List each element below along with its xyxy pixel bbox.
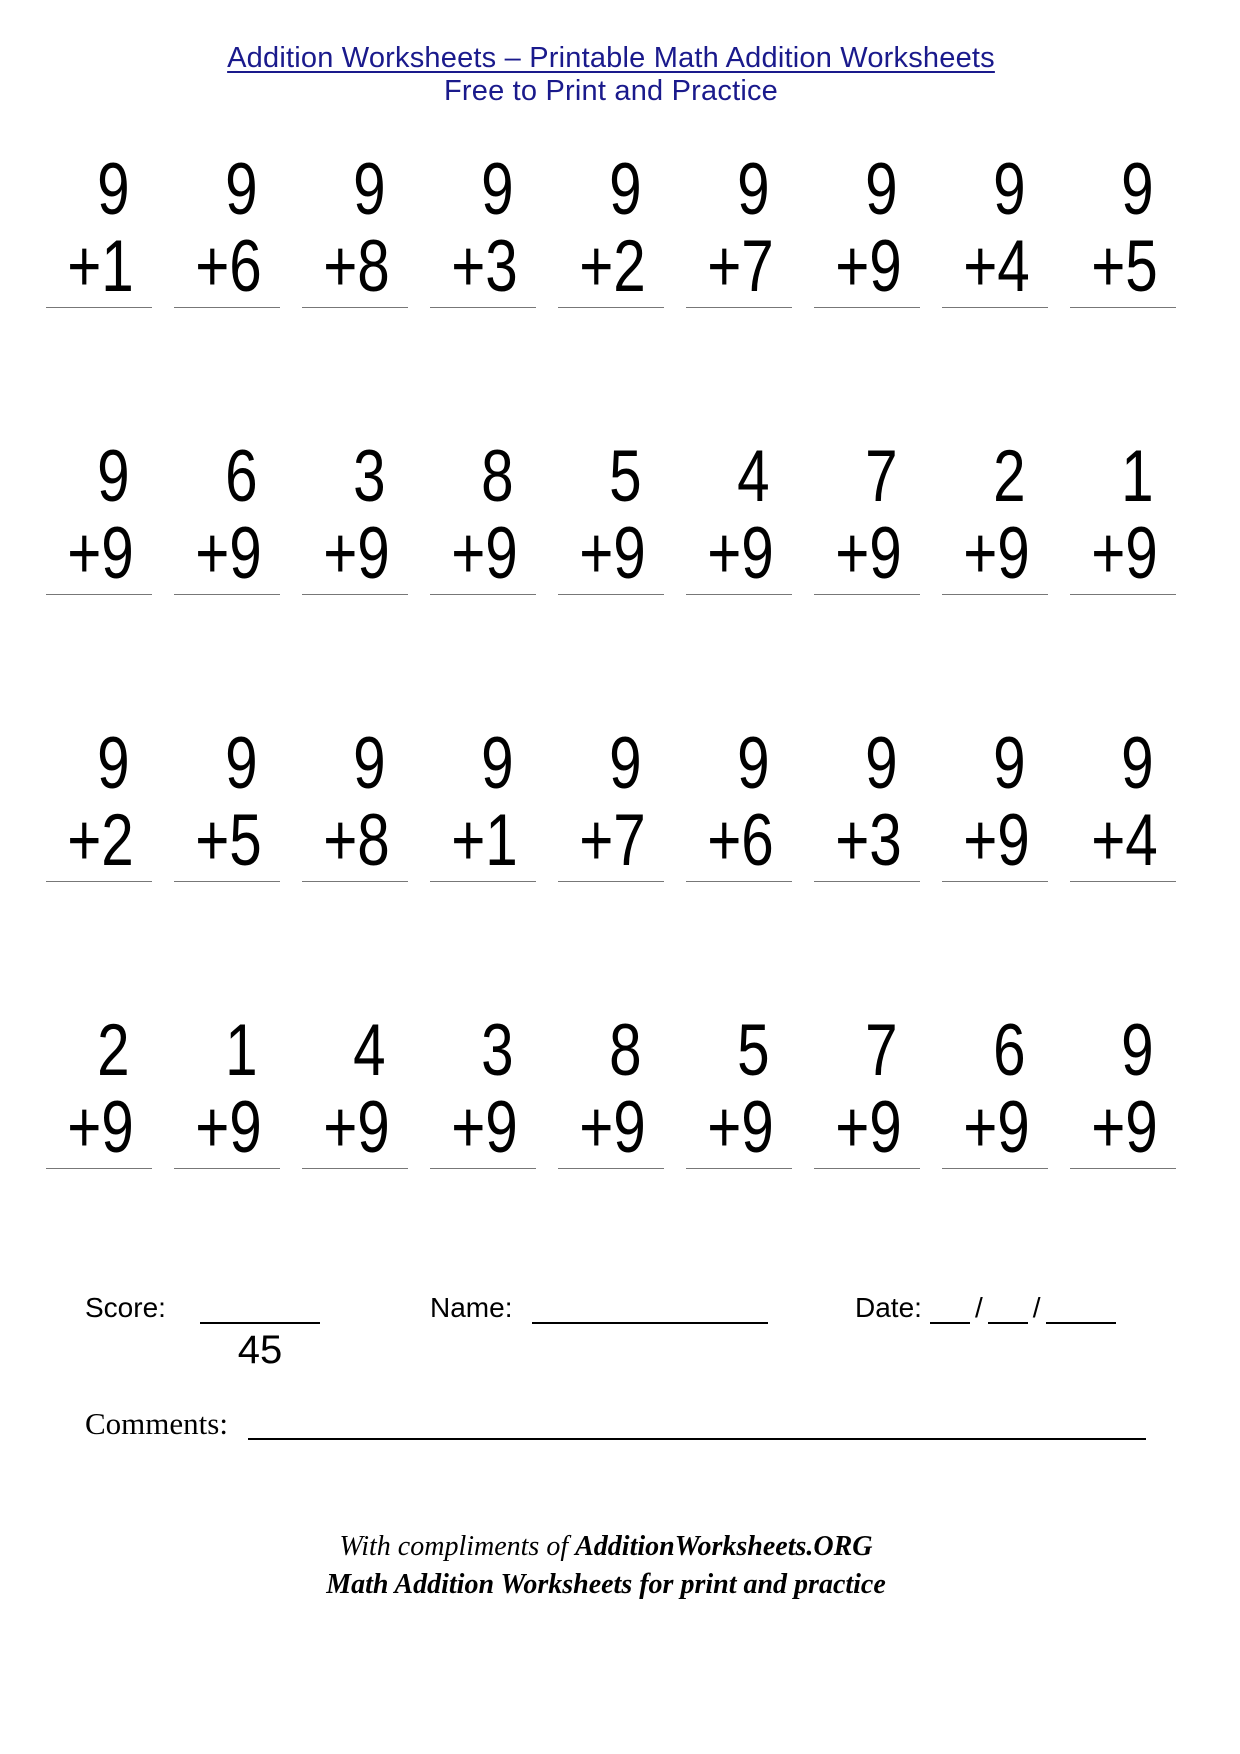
answer-line[interactable] [174,1168,280,1169]
answer-line[interactable] [1070,594,1176,595]
top-addend: 9 [1121,1010,1154,1091]
bottom-addend: +9 [323,1087,390,1168]
top-addend: 4 [737,436,770,517]
top-addend: 9 [865,723,898,804]
bottom-addend: +9 [195,513,262,594]
addition-problem [942,151,1048,308]
addition-problem [46,438,152,595]
top-addend: 9 [609,149,642,230]
problem-addends [195,151,280,305]
bottom-addend: +7 [707,226,774,307]
top-addend: 6 [993,1010,1026,1091]
score-value: 45 [237,1328,283,1372]
credits-line [0,1528,1212,1566]
problem-addends [67,438,152,592]
problem-addends [67,151,152,305]
bottom-addend: +8 [323,226,390,307]
addition-problem [46,1012,152,1169]
answer-line[interactable] [942,594,1048,595]
comments-label: Comments: [85,1406,228,1441]
addition-problem [942,1012,1048,1169]
problem-addends [323,151,408,305]
answer-line[interactable] [46,307,152,308]
problem-addends [451,438,536,592]
bottom-addend: +4 [1091,800,1158,881]
answer-line[interactable] [430,307,536,308]
top-addend: 9 [481,723,514,804]
answer-line[interactable] [814,594,920,595]
problem-addends [451,1012,536,1166]
problem-addends [963,151,1048,305]
date-separator: / [974,1292,983,1323]
problem-addends [835,438,920,592]
answer-line[interactable] [174,307,280,308]
problems-row-3 [46,725,1198,882]
addition-problem [174,1012,280,1169]
bottom-addend: +9 [707,513,774,594]
top-addend: 9 [481,149,514,230]
date-separator: / [1032,1292,1041,1323]
bottom-addend: +9 [451,513,518,594]
credits-tagline: Math Addition Worksheets for print and practice [326,1569,886,1600]
problem-addends [579,1012,664,1166]
date-month-blank-line[interactable] [988,1296,1028,1324]
bottom-addend: +7 [579,800,646,881]
answer-line[interactable] [302,881,408,882]
top-addend: 9 [225,149,258,230]
top-addend: 9 [1121,149,1154,230]
credits-site: AdditionWorksheets.ORG [575,1531,873,1562]
addition-problem [302,438,408,595]
problems-row-2 [46,438,1198,595]
top-addend: 3 [353,436,386,517]
answer-line[interactable] [46,1168,152,1169]
answer-line[interactable] [1070,307,1176,308]
top-addend: 9 [353,149,386,230]
addition-problem [558,725,664,882]
addition-problem [686,1012,792,1169]
bottom-addend: +1 [67,226,134,307]
addition-problem [686,438,792,595]
bottom-addend: +3 [451,226,518,307]
addition-problem [430,1012,536,1169]
addition-problem [558,438,664,595]
problem-addends [579,725,664,879]
answer-line[interactable] [686,881,792,882]
addition-problem [686,725,792,882]
addition-problem [942,438,1048,595]
addition-problem [1070,1012,1176,1169]
bottom-addend: +9 [963,1087,1030,1168]
problem-addends [195,1012,280,1166]
bottom-addend: +9 [963,800,1030,881]
top-addend: 5 [609,436,642,517]
answer-line[interactable] [46,594,152,595]
date-day-blank-line[interactable] [930,1296,970,1324]
top-addend: 9 [1121,723,1154,804]
answer-line[interactable] [558,1168,664,1169]
top-addend: 9 [353,723,386,804]
bottom-addend: +9 [707,1087,774,1168]
addition-problem [430,438,536,595]
problem-addends [1091,725,1176,879]
addition-problem [814,1012,920,1169]
problem-addends [835,151,920,305]
answer-line[interactable] [942,881,1048,882]
problem-addends [707,1012,792,1166]
problem-addends [835,1012,920,1166]
addition-problem [1070,725,1176,882]
answer-line[interactable] [558,881,664,882]
answer-line[interactable] [430,1168,536,1169]
bottom-addend: +9 [835,226,902,307]
bottom-addend: +9 [67,1087,134,1168]
problem-addends [835,725,920,879]
top-addend: 9 [225,723,258,804]
bottom-addend: +8 [323,800,390,881]
answer-line[interactable] [174,881,280,882]
addition-problem [174,725,280,882]
top-addend: 5 [737,1010,770,1091]
addition-problem [174,151,280,308]
problem-addends [707,151,792,305]
addition-problem [46,151,152,308]
answer-line[interactable] [814,1168,920,1169]
bottom-addend: +9 [579,1087,646,1168]
answer-line[interactable] [174,594,280,595]
top-addend: 9 [97,149,130,230]
top-addend: 2 [97,1010,130,1091]
addition-problem [1070,438,1176,595]
bottom-addend: +4 [963,226,1030,307]
bottom-addend: +9 [195,1087,262,1168]
date-year-blank-line[interactable] [1046,1296,1116,1324]
date-label: Date: [855,1292,922,1323]
answer-line[interactable] [302,1168,408,1169]
page-header [0,42,1222,108]
addition-problem [302,1012,408,1169]
top-addend: 9 [737,723,770,804]
top-addend: 9 [993,723,1026,804]
problem-addends [579,438,664,592]
problem-addends [67,725,152,879]
comments-blank-line[interactable] [248,1408,1146,1440]
answer-line[interactable] [1070,881,1176,882]
bottom-addend: +6 [707,800,774,881]
problem-addends [707,438,792,592]
top-addend: 7 [865,436,898,517]
problem-addends [963,438,1048,592]
bottom-addend: +2 [579,226,646,307]
top-addend: 1 [225,1010,258,1091]
score-blank-line[interactable] [200,1294,320,1324]
top-addend: 4 [353,1010,386,1091]
bottom-addend: +9 [963,513,1030,594]
bottom-addend: +1 [451,800,518,881]
problem-addends [1091,151,1176,305]
top-addend: 9 [97,436,130,517]
addition-problem [302,725,408,882]
bottom-addend: +9 [451,1087,518,1168]
top-addend: 8 [609,1010,642,1091]
footer-credits [0,1528,1212,1604]
addition-problem [302,151,408,308]
bottom-addend: +9 [579,513,646,594]
credits-prefix: With compliments of [339,1531,576,1562]
problem-addends [579,151,664,305]
problem-addends [323,1012,408,1166]
addition-problem [814,438,920,595]
bottom-addend: +5 [1091,226,1158,307]
top-addend: 9 [993,149,1026,230]
problem-addends [195,725,280,879]
answer-line[interactable] [686,307,792,308]
addition-problem [686,151,792,308]
answer-line[interactable] [46,881,152,882]
problem-addends [963,725,1048,879]
problem-addends [451,725,536,879]
problem-addends [1091,438,1176,592]
bottom-addend: +9 [67,513,134,594]
addition-problem [1070,151,1176,308]
addition-problem [814,151,920,308]
problem-addends [1091,1012,1176,1166]
bottom-addend: +9 [835,513,902,594]
top-addend: 9 [737,149,770,230]
top-addend: 9 [865,149,898,230]
top-addend: 7 [865,1010,898,1091]
answer-line[interactable] [302,307,408,308]
top-addend: 3 [481,1010,514,1091]
answer-line[interactable] [814,307,920,308]
top-addend: 8 [481,436,514,517]
date-field [855,1292,1116,1324]
problem-addends [67,1012,152,1166]
addition-problem [430,151,536,308]
bottom-addend: +9 [835,1087,902,1168]
bottom-addend: +5 [195,800,262,881]
name-label: Name: [430,1292,513,1323]
top-addend: 9 [609,723,642,804]
answer-line[interactable] [686,594,792,595]
bottom-addend: +9 [1091,513,1158,594]
problems-row-4 [46,1012,1198,1169]
bottom-addend: +6 [195,226,262,307]
answer-line[interactable] [1070,1168,1176,1169]
answer-line[interactable] [558,594,664,595]
answer-line[interactable] [942,1168,1048,1169]
addition-problem [430,725,536,882]
problem-addends [707,725,792,879]
addition-problem [558,1012,664,1169]
addition-problem [558,151,664,308]
problem-addends [323,438,408,592]
addition-problem [942,725,1048,882]
problems-row-1 [46,151,1198,308]
problem-addends [963,1012,1048,1166]
top-addend: 6 [225,436,258,517]
answer-line[interactable] [430,594,536,595]
score-label: Score: [85,1292,166,1323]
page-title-link[interactable]: Addition Worksheets – Printable Math Addition Worksheets [227,42,995,74]
top-addend: 2 [993,436,1026,517]
problem-addends [323,725,408,879]
addition-problem [814,725,920,882]
problem-addends [195,438,280,592]
page-subtitle: Free to Print and Practice [443,75,778,107]
addition-problem [174,438,280,595]
addition-problem [46,725,152,882]
bottom-addend: +9 [1091,1087,1158,1168]
answer-line[interactable] [302,594,408,595]
bottom-addend: +3 [835,800,902,881]
bottom-addend: +2 [67,800,134,881]
answer-line[interactable] [558,307,664,308]
bottom-addend: +9 [323,513,390,594]
answer-line[interactable] [814,881,920,882]
top-addend: 1 [1121,436,1154,517]
problem-addends [451,151,536,305]
answer-line[interactable] [430,881,536,882]
name-blank-line[interactable] [532,1294,768,1324]
answer-line[interactable] [686,1168,792,1169]
answer-line[interactable] [942,307,1048,308]
top-addend: 9 [97,723,130,804]
